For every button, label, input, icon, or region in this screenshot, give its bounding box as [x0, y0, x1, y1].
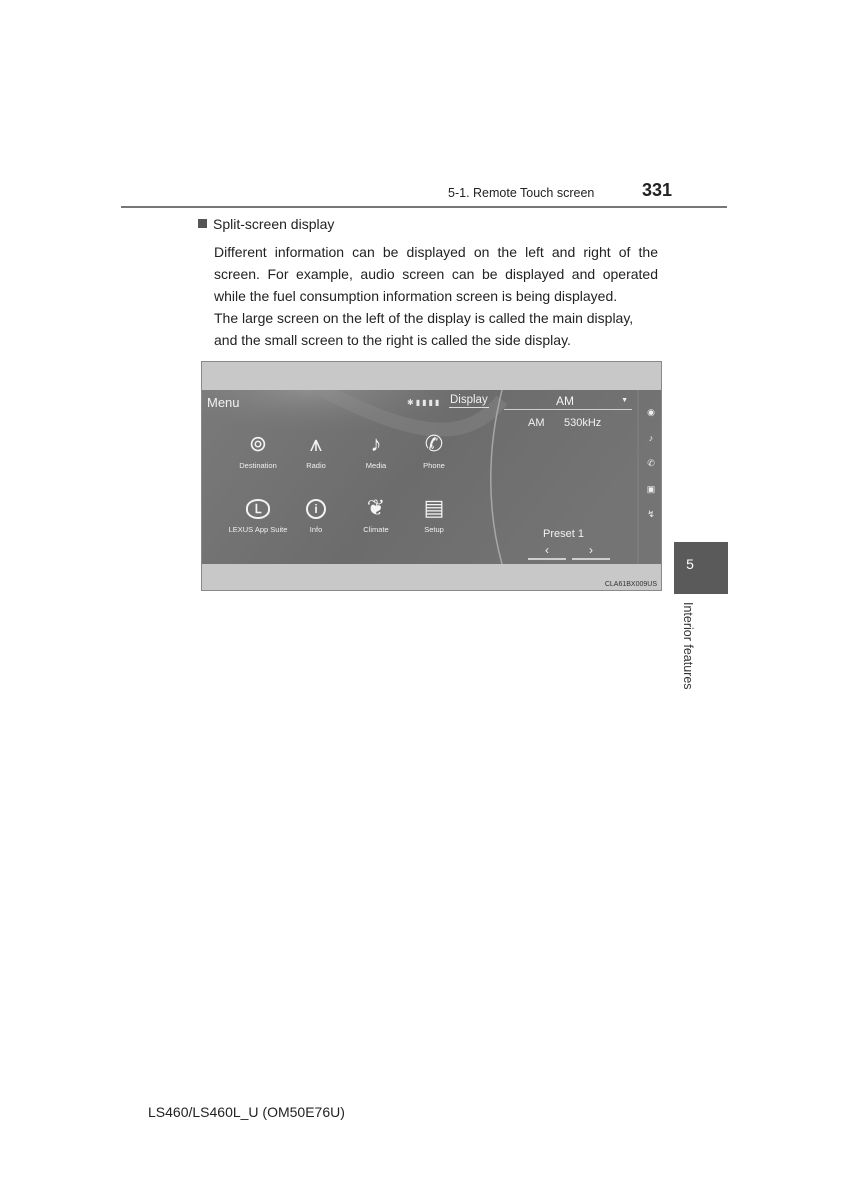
preset-prev-button[interactable] — [528, 544, 566, 560]
page-number: 331 — [642, 180, 673, 200]
status-icons — [407, 398, 441, 407]
menu-item-lexus-app-suite[interactable] — [228, 494, 288, 534]
chapter-number: 5 — [686, 556, 694, 572]
phone-icon[interactable]: ✆ — [647, 458, 655, 468]
menu-item-setup[interactable] — [406, 494, 462, 534]
chapter-tab — [674, 542, 728, 594]
display-button[interactable]: Display — [450, 394, 488, 406]
menu-title: Menu — [207, 395, 240, 410]
side-rail — [640, 390, 661, 564]
body-paragraph-1: Different information can be displayed on the left and right of the screen. For example, audio screen can be displayed and operated while the fuel consumption information screen is being displayed. — [214, 244, 658, 304]
side-band: AM — [528, 417, 545, 429]
audio-icon[interactable]: ♪ — [648, 433, 654, 443]
side-source-selector[interactable] — [504, 394, 632, 410]
body-paragraph-2: The large screen on the left of the display is called the main display, and the small screen to the right is called the side display. — [214, 310, 634, 348]
square-bullet-icon — [198, 219, 207, 228]
dropdown-arrow-icon: ▼ — [621, 397, 628, 404]
navigation-icon[interactable]: ◉ — [647, 407, 655, 417]
setup-icon: ▤ — [423, 495, 445, 520]
bluetooth-icon: ✱ — [407, 398, 416, 407]
section-heading-text: Split-screen display — [213, 216, 335, 232]
signal-icon: ▮▮▮ — [415, 398, 435, 407]
side-frequency: 530kHz — [564, 417, 602, 429]
menu-item-phone[interactable] — [406, 430, 462, 470]
header-rule — [121, 206, 727, 208]
menu-item-label: Media — [365, 461, 387, 470]
section-heading — [198, 216, 334, 232]
menu-item-media[interactable] — [348, 430, 404, 470]
chevron-right-icon: › — [589, 543, 593, 557]
preset-label: Preset 1 — [543, 528, 584, 540]
battery-icon: ▮ — [434, 398, 442, 407]
info-icon: i — [288, 494, 344, 522]
screen — [202, 390, 661, 564]
radio-tower-icon: ⩚ — [309, 431, 323, 456]
menu-item-label: Radio — [306, 461, 326, 470]
menu-item-label: Phone — [423, 461, 445, 470]
side-source-label: AM — [556, 394, 574, 408]
menu-item-info[interactable] — [288, 494, 344, 534]
image-icon[interactable]: ▣ — [646, 484, 656, 494]
menu-item-climate[interactable] — [348, 494, 404, 534]
chapter-title: Interior features — [681, 602, 695, 690]
menu-item-label: Climate — [363, 525, 389, 534]
climate-icon: ❦ — [366, 495, 386, 520]
figure-code: CLA61BX009US — [604, 581, 657, 588]
menu-item-radio[interactable] — [288, 430, 344, 470]
header-section-title: 5-1. Remote Touch screen — [448, 186, 595, 200]
menu-item-label: Info — [309, 525, 323, 534]
music-note-icon: ♪ — [370, 431, 382, 456]
preset-next-button[interactable] — [572, 544, 610, 560]
menu-item-label: Setup — [424, 525, 444, 534]
menu-item-label: LEXUS App Suite — [228, 525, 288, 534]
chevron-left-icon: ‹ — [545, 543, 549, 557]
footer-model: LS460/LS460L_U (OM50E76U) — [148, 1104, 345, 1120]
split-screen-figure — [201, 361, 662, 591]
lexus-logo-icon: ᒪ — [228, 494, 288, 522]
phone-icon: ✆ — [424, 431, 444, 456]
destination-icon: ⊚ — [248, 431, 268, 456]
menu-item-destination[interactable] — [230, 430, 286, 470]
menu-item-label: Destination — [239, 461, 277, 470]
climate-icon[interactable]: ↯ — [647, 509, 655, 519]
